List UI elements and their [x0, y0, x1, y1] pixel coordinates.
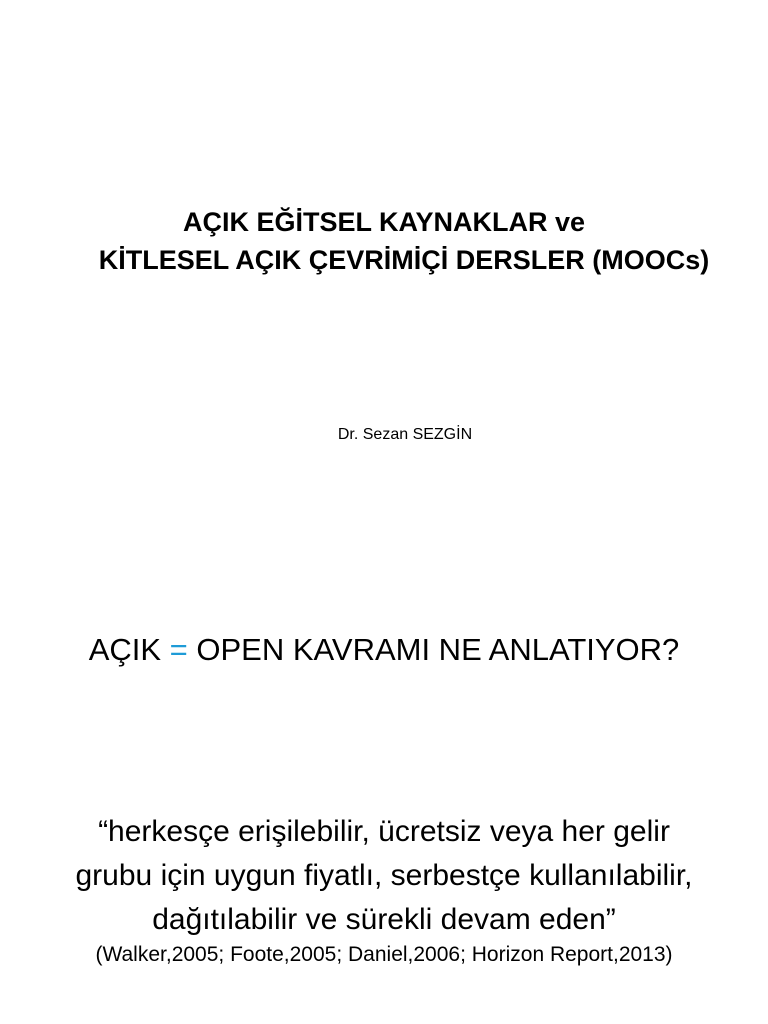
quote-line-1: “herkesçe erişilebilir, ücretsiz veya her gelir	[98, 815, 670, 848]
document-title	[0, 203, 768, 279]
references-citation: (Walker,2005; Foote,2005; Daniel,2006; Horizon Report,2013)	[95, 943, 673, 966]
heading-part-1: AÇIK	[88, 632, 170, 667]
definition-quote	[0, 810, 768, 942]
author-name: Dr. Sezan SEZGİN	[337, 426, 473, 443]
heading-equals-sign: =	[169, 632, 188, 667]
quote-line-3: dağıtılabilir ve sürekli devam eden”	[152, 903, 616, 936]
heading-part-2: OPEN KAVRAMI NE ANLATIYOR?	[187, 632, 680, 667]
section-heading	[0, 628, 768, 672]
title-line-2: KİTLESEL AÇIK ÇEVRİMİÇİ DERSLER (MOOCs)	[98, 245, 710, 275]
title-line-1: AÇIK EĞİTSEL KAYNAKLAR ve	[182, 207, 586, 237]
quote-line-2: grubu için uygun fiyatlı, serbestçe kullanılabilir,	[75, 859, 693, 892]
